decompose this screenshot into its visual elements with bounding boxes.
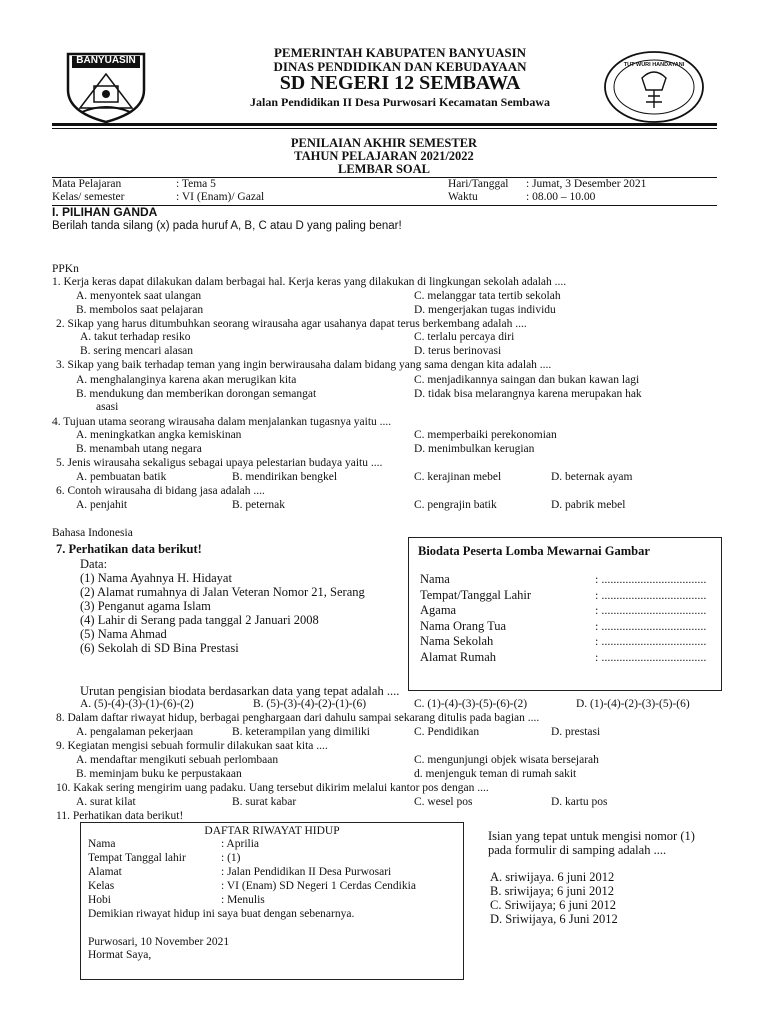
header-divider-thick xyxy=(52,123,717,126)
option-11d[interactable]: D. Sriwijaya, 6 Juni 2012 xyxy=(490,912,618,926)
biodata-field-label: Tempat/Tanggal Lahir xyxy=(420,588,532,602)
biodata-field-blank[interactable]: : ................................... xyxy=(595,650,707,664)
option-2d[interactable]: D. terus berinovasi xyxy=(414,345,502,357)
date-value: : Jumat, 3 Desember 2021 xyxy=(526,178,647,190)
option-1c[interactable]: C. melanggar tata tertib sekolah xyxy=(414,290,561,302)
cv-row-value: : Aprilia xyxy=(221,838,260,850)
biodata-field-label: Nama Sekolah xyxy=(420,634,494,648)
option-4c[interactable]: C. memperbaiki perekonomian xyxy=(414,429,557,441)
option-4a[interactable]: A. meningkatkan angka kemiskinan xyxy=(76,429,242,441)
class-value: : VI (Enam)/ Gazal xyxy=(176,191,265,203)
q7-data-item: (2) Alamat rumahnya di Jalan Veteran Nomor 21, Serang xyxy=(80,585,365,599)
biodata-field-blank[interactable]: : ................................... xyxy=(595,634,707,648)
option-2a[interactable]: A. takut terhadap resiko xyxy=(80,331,191,343)
q7-data-item: (3) Penganut agama Islam xyxy=(80,599,211,613)
question-7: 7. Perhatikan data berikut! xyxy=(56,542,202,556)
cv-row-label: Kelas xyxy=(88,880,115,892)
header-school-name: SD NEGERI 12 SEMBAWA xyxy=(279,72,521,94)
option-7a[interactable]: A. (5)-(4)-(3)-(1)-(6)-(2) xyxy=(80,698,194,710)
q7-data-item: (1) Nama Ayahnya H. Hidayat xyxy=(80,571,232,585)
option-5a[interactable]: A. pembuatan batik xyxy=(76,471,167,483)
option-7b[interactable]: B. (5)-(3)-(4)-(2)-(1)-(6) xyxy=(253,698,367,710)
q7-data-item: (5) Nama Ahmad xyxy=(80,627,167,641)
time-value: : 08.00 – 10.00 xyxy=(526,191,596,203)
biodata-field-label: Nama xyxy=(420,572,450,586)
subject-value: : Tema 5 xyxy=(176,178,216,190)
cv-row-label: Tempat Tanggal lahir xyxy=(88,852,186,864)
question-4: 4. Tujuan utama seorang wirausaha dalam menjalankan tugasnya yaitu .... xyxy=(52,416,392,428)
option-3b[interactable]: B. mendukung dan memberikan dorongan semangat xyxy=(76,388,317,400)
option-3d-continued: asasi xyxy=(96,401,119,413)
option-8a[interactable]: A. pengalaman pekerjaan xyxy=(76,726,194,738)
section-instruction: Berilah tanda silang (x) pada huruf A, B, C atau D yang paling benar! xyxy=(52,220,402,232)
option-9d[interactable]: d. menjenguk teman di rumah sakit xyxy=(414,768,577,780)
biodata-form-box xyxy=(408,537,722,691)
biodata-field-label: Alamat Rumah xyxy=(420,650,497,664)
option-10d[interactable]: D. kartu pos xyxy=(551,796,608,808)
biodata-field-label: Nama Orang Tua xyxy=(420,619,507,633)
district-logo xyxy=(64,50,148,124)
option-2b[interactable]: B. sering mencari alasan xyxy=(80,345,194,357)
cv-place-date: Purwosari, 10 November 2021 xyxy=(88,936,230,948)
biodata-field-blank[interactable]: : ................................... xyxy=(595,588,707,602)
option-8b[interactable]: B. keterampilan yang dimiliki xyxy=(232,726,370,738)
question-8: 8. Dalam daftar riwayat hidup, berbagai penghargaan dari dahulu sampai sekarang ditulis pada bagian .... xyxy=(56,712,540,724)
q7-data-label: Data: xyxy=(80,557,108,571)
subject-ppkn-label: PPKn xyxy=(52,263,79,275)
option-4d[interactable]: D. menimbulkan kerugian xyxy=(414,443,535,455)
option-3a[interactable]: A. menghalanginya karena akan merugikan kita xyxy=(76,374,297,386)
option-1b[interactable]: B. membolos saat pelajaran xyxy=(76,304,204,316)
question-5: 5. Jenis wirausaha sekaligus sebagai upaya pelestarian budaya yaitu .... xyxy=(56,457,383,469)
option-2c[interactable]: C. terlalu percaya diri xyxy=(414,331,515,343)
q11-prompt-line2: pada formulir di samping adalah .... xyxy=(488,843,667,857)
option-6a[interactable]: A. penjahit xyxy=(76,499,128,511)
header-address: Jalan Pendidikan II Desa Purwosari Kecamatan Sembawa xyxy=(249,95,551,109)
biodata-form-title: Biodata Peserta Lomba Mewarnai Gambar xyxy=(418,544,650,558)
option-1d[interactable]: D. mengerjakan tugas individu xyxy=(414,304,556,316)
option-5d[interactable]: D. beternak ayam xyxy=(551,471,633,483)
option-10b[interactable]: B. surat kabar xyxy=(232,796,297,808)
option-6b[interactable]: B. peternak xyxy=(232,499,286,511)
q7-data-item: (4) Lahir di Serang pada tanggal 2 Januari 2008 xyxy=(80,613,319,627)
q11-prompt-line1: Isian yang tepat untuk mengisi nomor (1) xyxy=(488,829,695,843)
option-6d[interactable]: D. pabrik mebel xyxy=(551,499,626,511)
exam-sheet-label: LEMBAR SOAL xyxy=(337,162,431,176)
option-10c[interactable]: C. wesel pos xyxy=(414,796,473,808)
biodata-field-blank[interactable]: : ................................... xyxy=(595,572,707,586)
option-9b[interactable]: B. meminjam buku ke perpustakaan xyxy=(76,768,242,780)
option-9a[interactable]: A. mendaftar mengikuti sebuah perlombaan xyxy=(76,754,279,766)
option-7d[interactable]: D. (1)-(4)-(2)-(3)-(5)-(6) xyxy=(576,698,690,710)
option-7c[interactable]: C. (1)-(4)-(3)-(5)-(6)-(2) xyxy=(414,698,528,710)
option-8c[interactable]: C. Pendidikan xyxy=(414,726,480,738)
question-3: 3. Sikap yang baik terhadap teman yang ingin berwirausaha dalam bidang yang sama dengan kita adalah .... xyxy=(56,359,552,371)
tut-wuri-logo xyxy=(602,50,706,124)
subject-label: Mata Pelajaran xyxy=(52,178,122,190)
option-9c[interactable]: C. mengunjungi objek wisata bersejarah xyxy=(414,754,599,766)
option-5c[interactable]: C. kerajinan mebel xyxy=(414,471,502,483)
cv-row-label: Hobi xyxy=(88,894,111,906)
option-1a[interactable]: A. menyontek saat ulangan xyxy=(76,290,202,302)
option-5b[interactable]: B. mendirikan bengkel xyxy=(232,471,338,483)
time-label: Waktu xyxy=(448,191,478,203)
option-3d[interactable]: D. tidak bisa melarangnya karena merupakan hak xyxy=(414,388,642,400)
option-6c[interactable]: C. pengrajin batik xyxy=(414,499,497,511)
option-3c[interactable]: C. menjadikannya saingan dan bukan kawan lagi xyxy=(414,374,640,386)
biodata-field-blank[interactable]: : ................................... xyxy=(595,603,707,617)
question-6: 6. Contoh wirausaha di bidang jasa adalah .... xyxy=(56,485,265,497)
section-heading: I. PILIHAN GANDA xyxy=(52,205,158,219)
date-label: Hari/Tanggal xyxy=(448,178,509,190)
tut-wuri-logo-label: TUT WURI HANDAYANI xyxy=(623,62,685,68)
question-2: 2. Sikap yang harus ditumbuhkan seorang wirausaha agar usahanya dapat terus berkembang adalah .... xyxy=(56,318,527,330)
option-11b[interactable]: B. sriwijaya; 6 juni 2012 xyxy=(490,884,614,898)
cv-row-value: : (1) xyxy=(221,852,241,864)
exam-year: TAHUN PELAJARAN 2021/2022 xyxy=(294,149,474,163)
cv-row-value: : Jalan Pendidikan II Desa Purwosari xyxy=(221,866,392,878)
question-1: 1. Kerja keras dapat dilakukan dalam berbagai hal. Kerja keras yang dilakukan di lingkungan sekolah adalah .... xyxy=(52,276,567,288)
district-logo-label: BANYUASIN xyxy=(76,55,136,66)
header-government: PEMERINTAH KABUPATEN BANYUASIN xyxy=(273,45,527,60)
q7-question: Urutan pengisian biodata berdasarkan data yang tepat adalah .... xyxy=(80,684,400,698)
cv-row-value: : VI (Enam) SD Negeri 1 Cerdas Cendikia xyxy=(221,880,416,892)
option-10a[interactable]: A. surat kilat xyxy=(76,796,136,808)
option-4b[interactable]: B. menambah utang negara xyxy=(76,443,202,455)
cv-sign: Hormat Saya, xyxy=(88,949,152,961)
header-department: DINAS PENDIDIKAN DAN KEBUDAYAAN xyxy=(273,59,527,74)
header-divider-thin xyxy=(52,128,717,129)
option-8d[interactable]: D. prestasi xyxy=(551,726,601,738)
option-11c[interactable]: C. Sriwijaya; 6 juni 2012 xyxy=(490,898,617,912)
subject-bindo-label: Bahasa Indonesia xyxy=(52,527,133,539)
cv-statement: Demikian riwayat hidup ini saya buat dengan sebenarnya. xyxy=(88,908,355,920)
cv-row-label: Nama xyxy=(88,838,116,850)
biodata-field-blank[interactable]: : ................................... xyxy=(595,619,707,633)
option-11a[interactable]: A. sriwijaya. 6 juni 2012 xyxy=(490,870,615,884)
cv-row-value: : Menulis xyxy=(221,894,265,906)
question-11: 11. Perhatikan data berikut! xyxy=(56,810,184,822)
question-9: 9. Kegiatan mengisi sebuah formulir dilakukan saat kita .... xyxy=(56,740,328,752)
q7-data-item: (6) Sekolah di SD Bina Prestasi xyxy=(80,641,239,655)
cv-row-label: Alamat xyxy=(88,866,122,878)
biodata-field-label: Agama xyxy=(420,603,457,617)
exam-title: PENILAIAN AKHIR SEMESTER xyxy=(290,136,478,150)
question-10: 10. Kakak sering mengirim uang padaku. Uang tersebut dikirim melalui kantor pos dengan .... xyxy=(56,782,489,794)
cv-title: DAFTAR RIWAYAT HIDUP xyxy=(204,825,340,837)
cv-box xyxy=(80,822,464,980)
class-label: Kelas/ semester xyxy=(52,191,125,203)
